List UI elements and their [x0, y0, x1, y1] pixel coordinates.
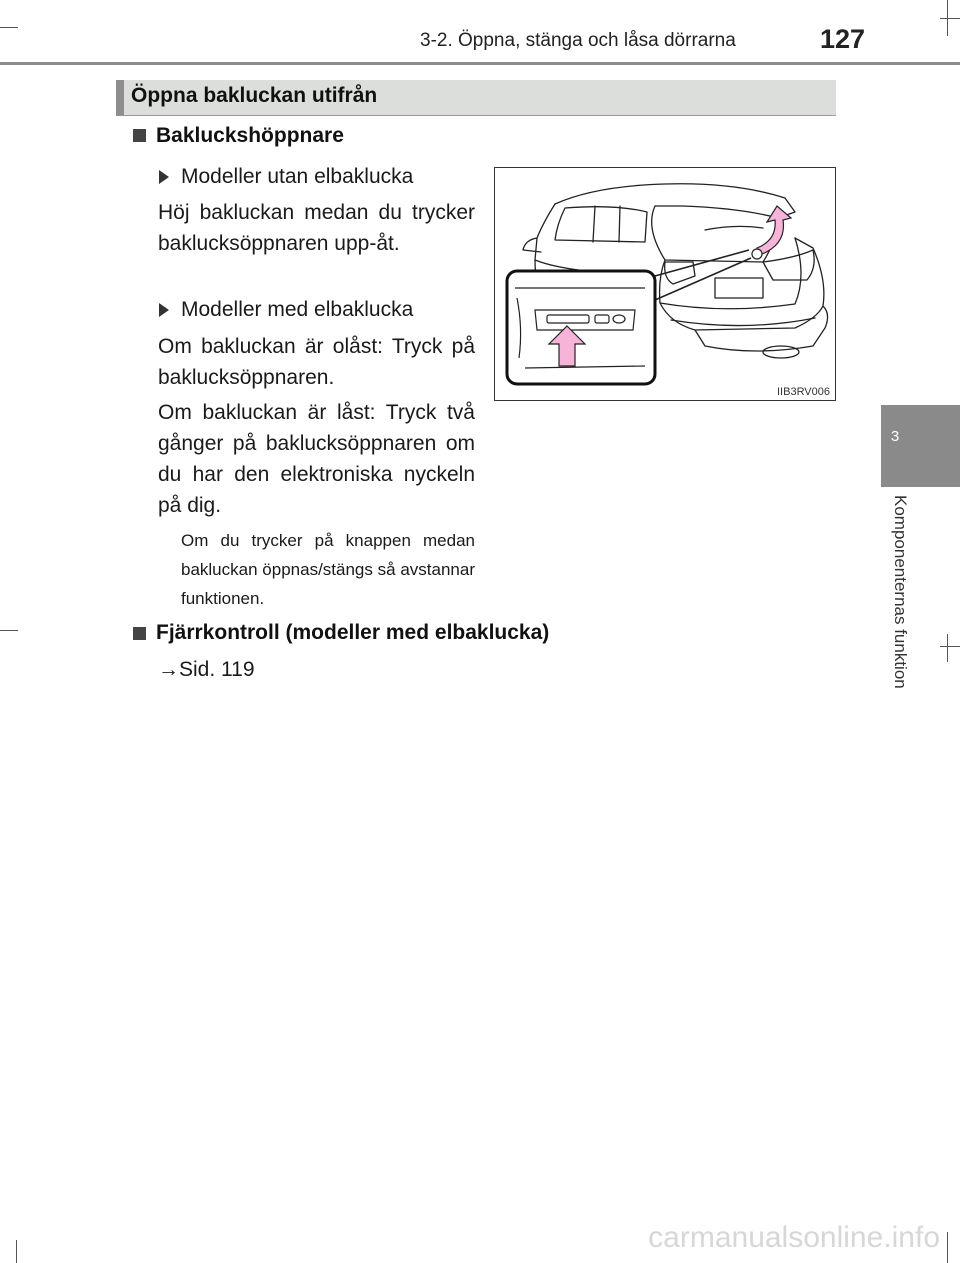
lift-arrow-icon: [757, 206, 791, 256]
chapter-title: 3-2. Öppna, stänga och låsa dörrarna: [420, 30, 736, 51]
watermark: carmanualsonline.info: [648, 1221, 940, 1254]
crop-mark: [940, 18, 960, 19]
model-without-power-text: Höj bakluckan medan du trycker baklucksöppnaren upp-åt.: [158, 201, 475, 255]
tailgate-illustration: [494, 167, 836, 401]
crop-mark: [0, 630, 18, 631]
chapter-tab-label: Komponenternas funktion: [891, 495, 910, 689]
model-with-power-label: Modeller med elbaklucka: [181, 298, 414, 321]
header-rule: [0, 62, 960, 65]
triangle-bullet-icon: [159, 170, 169, 184]
crop-mark: [16, 1240, 17, 1263]
reference-link[interactable]: Sid. 119: [179, 658, 255, 681]
crop-mark: [947, 634, 948, 662]
crop-mark: [947, 1232, 948, 1263]
triangle-bullet-icon: [159, 303, 169, 317]
unlocked-text: Om bakluckan är olåst: Tryck på baklucksöppnaren.: [158, 335, 475, 389]
square-bullet-icon: [133, 129, 146, 142]
square-bullet-icon: [133, 627, 146, 640]
arrow-right-icon: →: [158, 658, 179, 681]
chapter-tab: [881, 405, 960, 487]
car-rear-drawing: [495, 168, 834, 399]
crop-mark: [940, 646, 960, 647]
chapter-tab-number: 3: [890, 428, 900, 445]
page-reference: [158, 658, 255, 682]
figure-code: IIB3RV006: [777, 386, 831, 398]
crop-mark: [0, 27, 18, 28]
remote-heading: Fjärrkontroll (modeller med elbaklucka): [156, 621, 550, 644]
model-without-power-label: Modeller utan elbaklucka: [181, 165, 414, 188]
note-text: Om du trycker på knappen medan bakluckan öppnas/stängs så avstannar funktionen.: [181, 531, 475, 608]
page-number: 127: [820, 24, 866, 54]
opener-heading: Bakluckshöppnare: [156, 124, 344, 147]
locked-text: Om bakluckan är låst: Tryck två gånger på baklucksöppnaren om du har den elektroniska nyckeln på dig.: [158, 401, 475, 517]
section-title: Öppna bakluckan utifrån: [131, 84, 378, 107]
